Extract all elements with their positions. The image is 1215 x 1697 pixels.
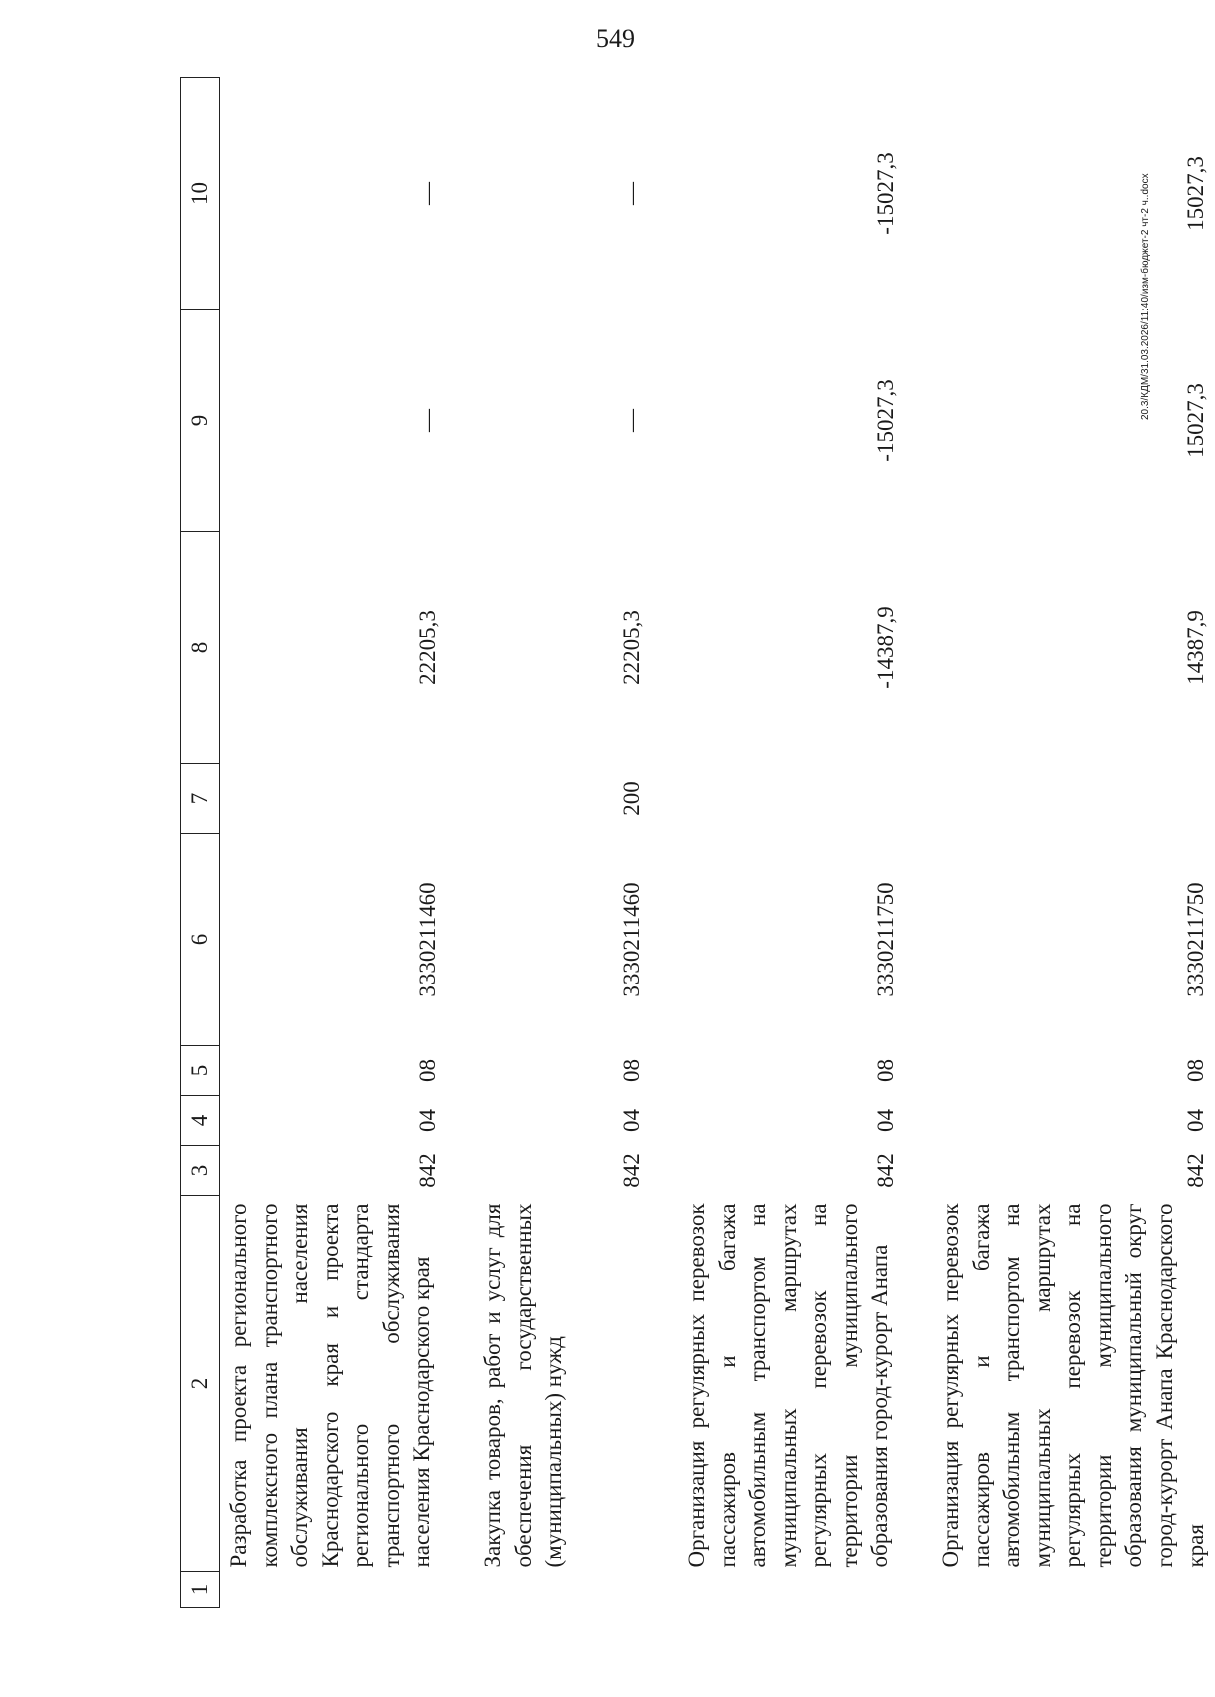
cell-amount-2: — xyxy=(619,409,645,432)
cell-ved: 842 xyxy=(1182,1153,1208,1188)
cell-amount-1: 22205,3 xyxy=(619,610,645,685)
cell-amount-2: — xyxy=(415,409,441,432)
cell-vr xyxy=(932,764,1215,834)
cell-pr: 08 xyxy=(415,1059,441,1082)
cell-amount-2: -15027,3 xyxy=(873,379,899,462)
cell-rz: 04 xyxy=(1182,1109,1208,1132)
cell-amount-1: 22205,3 xyxy=(415,610,441,685)
cell-amount-3: — xyxy=(619,182,645,205)
row-number xyxy=(220,1572,449,1608)
cell-pr: 08 xyxy=(873,1059,899,1082)
cell-ved: 842 xyxy=(619,1153,645,1188)
page-number: 549 xyxy=(596,24,635,53)
document-footer-code: 20.3/КДМ/31.03.2026/11:40/изм-бюджет-2 чт-2 ч..docx xyxy=(1140,173,1151,420)
row-description: Организация регулярных перевозок пассажиров и багажа автомобильным транспортом на муниципальных маршрутах регулярных перевозок на территории муниципального образования город-курорт Анапа xyxy=(684,1203,893,1568)
row-description: Организация регулярных перевозок пассажиров и багажа автомобильным транспортом на муниципальных маршрутах регулярных перевозок на территории муниципального образования муниципальный округ город-курорт Анапа Краснодарского края xyxy=(938,1203,1208,1568)
row-description: Закупка товаров, работ и услуг для обеспечения государственных (муниципальных) нужд xyxy=(480,1203,567,1568)
row-spacer xyxy=(652,78,678,1608)
col-header-9: 9 xyxy=(181,310,220,532)
cell-csr: 3330211460 xyxy=(619,882,645,997)
col-header-8: 8 xyxy=(181,532,220,764)
cell-amount-2: 15027,3 xyxy=(1182,383,1208,458)
row-spacer xyxy=(448,78,474,1608)
col-header-10: 10 xyxy=(181,78,220,310)
cell-csr: 3330211750 xyxy=(873,882,899,997)
cell-amount-1: -14387,9 xyxy=(873,606,899,689)
cell-csr: 3330211460 xyxy=(415,882,441,997)
cell-vr xyxy=(220,764,449,834)
col-header-2: 2 xyxy=(181,1196,220,1572)
table-header-row xyxy=(181,78,220,1608)
row-number xyxy=(678,1572,906,1608)
col-header-4: 4 xyxy=(181,1096,220,1146)
row-spacer xyxy=(906,78,932,1608)
cell-vr: 200 xyxy=(619,781,645,816)
cell-rz: 04 xyxy=(873,1109,899,1132)
row-description: Разработка проекта регионального комплексного плана транспортного обслуживания населения Краснодарского края и проекта регионального стандарта транспортного обслуживания населения Краснодарского края xyxy=(226,1203,435,1568)
row-number xyxy=(932,1572,1215,1608)
cell-ved: 842 xyxy=(873,1153,899,1188)
col-header-7: 7 xyxy=(181,764,220,834)
col-header-3: 3 xyxy=(181,1146,220,1196)
col-header-5: 5 xyxy=(181,1046,220,1096)
cell-amount-3: -15027,3 xyxy=(873,152,899,235)
col-header-1: 1 xyxy=(181,1572,220,1608)
table-row xyxy=(678,78,906,1608)
cell-pr: 08 xyxy=(1182,1059,1208,1082)
cell-csr: 3330211750 xyxy=(1182,882,1208,997)
cell-amount-3: — xyxy=(415,182,441,205)
cell-vr xyxy=(678,764,906,834)
cell-amount-3: 15027,3 xyxy=(1182,156,1208,231)
cell-rz: 04 xyxy=(619,1109,645,1132)
col-header-6: 6 xyxy=(181,834,220,1046)
cell-ved: 842 xyxy=(415,1153,441,1188)
cell-rz: 04 xyxy=(415,1109,441,1132)
cell-amount-1: 14387,9 xyxy=(1182,610,1208,685)
row-number xyxy=(474,1572,652,1608)
table-row xyxy=(220,78,449,1608)
cell-pr: 08 xyxy=(619,1059,645,1082)
table-row xyxy=(932,78,1215,1608)
table-row xyxy=(474,78,652,1608)
budget-table xyxy=(180,77,1215,1608)
